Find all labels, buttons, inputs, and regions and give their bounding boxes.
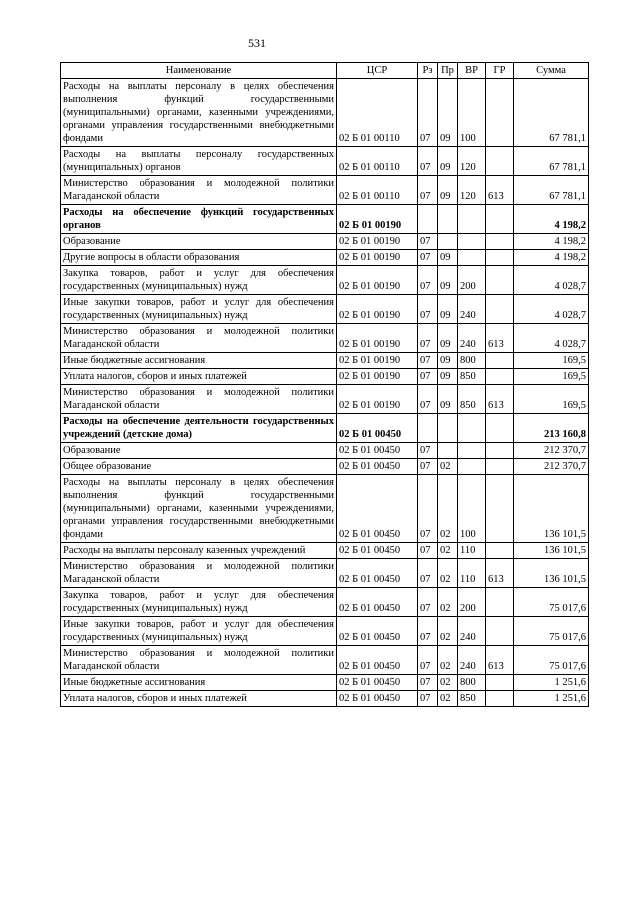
cell-name: Уплата налогов, сборов и иных платежей bbox=[61, 691, 337, 707]
table-row bbox=[61, 617, 589, 646]
cell-csr: 02 Б 01 00110 bbox=[337, 176, 418, 205]
header-csr: ЦСР bbox=[337, 63, 418, 79]
cell-pr: 09 bbox=[438, 369, 458, 385]
cell-name: Расходы на выплаты персоналу казенных учреждений bbox=[61, 543, 337, 559]
cell-name: Общее образование bbox=[61, 459, 337, 475]
header-pr: Пр bbox=[438, 63, 458, 79]
cell-pr: 09 bbox=[438, 147, 458, 176]
cell-gr bbox=[486, 691, 514, 707]
cell-sum: 75 017,6 bbox=[514, 617, 589, 646]
cell-gr bbox=[486, 617, 514, 646]
cell-csr: 02 Б 01 00190 bbox=[337, 266, 418, 295]
table-body bbox=[61, 79, 589, 707]
table-row bbox=[61, 147, 589, 176]
cell-vr: 240 bbox=[458, 646, 486, 675]
cell-rz: 07 bbox=[418, 588, 438, 617]
cell-vr: 240 bbox=[458, 295, 486, 324]
cell-gr bbox=[486, 147, 514, 176]
cell-name: Закупка товаров, работ и услуг для обеспечения государственных (муниципальных) нужд bbox=[61, 266, 337, 295]
cell-vr bbox=[458, 250, 486, 266]
cell-pr: 02 bbox=[438, 588, 458, 617]
cell-sum: 212 370,7 bbox=[514, 443, 589, 459]
header-name: Наименование bbox=[61, 63, 337, 79]
cell-name: Расходы на выплаты персоналу государственных (муниципальных) органов bbox=[61, 147, 337, 176]
cell-rz bbox=[418, 414, 438, 443]
table-row bbox=[61, 588, 589, 617]
cell-gr bbox=[486, 353, 514, 369]
cell-sum: 169,5 bbox=[514, 369, 589, 385]
header-sum: Сумма bbox=[514, 63, 589, 79]
cell-rz: 07 bbox=[418, 543, 438, 559]
cell-rz: 07 bbox=[418, 459, 438, 475]
cell-pr: 09 bbox=[438, 250, 458, 266]
cell-sum: 1 251,6 bbox=[514, 691, 589, 707]
cell-pr: 02 bbox=[438, 617, 458, 646]
cell-name: Министерство образования и молодежной политики Магаданской области bbox=[61, 324, 337, 353]
cell-rz: 07 bbox=[418, 324, 438, 353]
cell-rz: 07 bbox=[418, 475, 438, 543]
cell-csr: 02 Б 01 00190 bbox=[337, 353, 418, 369]
table-row bbox=[61, 559, 589, 588]
cell-gr: 613 bbox=[486, 176, 514, 205]
cell-sum: 75 017,6 bbox=[514, 588, 589, 617]
table-row bbox=[61, 205, 589, 234]
cell-pr: 09 bbox=[438, 176, 458, 205]
table-row bbox=[61, 443, 589, 459]
cell-vr: 120 bbox=[458, 147, 486, 176]
cell-rz: 07 bbox=[418, 295, 438, 324]
cell-csr: 02 Б 01 00450 bbox=[337, 646, 418, 675]
cell-csr: 02 Б 01 00450 bbox=[337, 675, 418, 691]
cell-sum: 213 160,8 bbox=[514, 414, 589, 443]
cell-csr: 02 Б 01 00450 bbox=[337, 414, 418, 443]
cell-rz: 07 bbox=[418, 385, 438, 414]
cell-sum: 169,5 bbox=[514, 353, 589, 369]
table-row bbox=[61, 324, 589, 353]
cell-rz: 07 bbox=[418, 559, 438, 588]
cell-vr: 110 bbox=[458, 543, 486, 559]
table-row bbox=[61, 691, 589, 707]
cell-csr: 02 Б 01 00190 bbox=[337, 250, 418, 266]
header-vr: ВР bbox=[458, 63, 486, 79]
cell-vr: 850 bbox=[458, 385, 486, 414]
cell-name: Министерство образования и молодежной политики Магаданской области bbox=[61, 176, 337, 205]
cell-vr: 240 bbox=[458, 324, 486, 353]
table-row bbox=[61, 475, 589, 543]
cell-vr bbox=[458, 234, 486, 250]
cell-pr bbox=[438, 414, 458, 443]
budget-table bbox=[60, 62, 589, 707]
cell-name: Расходы на выплаты персоналу в целях обеспечения выполнения функций государственными (муниципальными) органами, казенными учреждениями, органами управления государственными внебюджетными фондами bbox=[61, 79, 337, 147]
cell-vr: 200 bbox=[458, 588, 486, 617]
cell-name: Образование bbox=[61, 443, 337, 459]
cell-pr: 09 bbox=[438, 266, 458, 295]
cell-gr: 613 bbox=[486, 646, 514, 675]
cell-pr: 02 bbox=[438, 543, 458, 559]
cell-gr bbox=[486, 543, 514, 559]
cell-rz: 07 bbox=[418, 617, 438, 646]
cell-gr bbox=[486, 250, 514, 266]
cell-name: Расходы на выплаты персоналу в целях обеспечения выполнения функций государственными (муниципальными) органами, казенными учреждениями, органами управления государственными внебюджетными фондами bbox=[61, 475, 337, 543]
cell-sum: 4 028,7 bbox=[514, 266, 589, 295]
cell-sum: 67 781,1 bbox=[514, 147, 589, 176]
cell-sum: 67 781,1 bbox=[514, 79, 589, 147]
cell-name: Иные бюджетные ассигнования bbox=[61, 353, 337, 369]
table-row bbox=[61, 295, 589, 324]
table-row bbox=[61, 250, 589, 266]
cell-sum: 4 198,2 bbox=[514, 234, 589, 250]
cell-name: Министерство образования и молодежной политики Магаданской области bbox=[61, 385, 337, 414]
table-row bbox=[61, 353, 589, 369]
cell-vr: 120 bbox=[458, 176, 486, 205]
cell-gr bbox=[486, 369, 514, 385]
table-header-row bbox=[61, 63, 589, 79]
page-number: 531 bbox=[248, 36, 266, 50]
table-row bbox=[61, 79, 589, 147]
cell-name: Иные закупки товаров, работ и услуг для обеспечения государственных (муниципальных) нужд bbox=[61, 617, 337, 646]
table-row bbox=[61, 266, 589, 295]
cell-vr: 200 bbox=[458, 266, 486, 295]
cell-sum: 212 370,7 bbox=[514, 459, 589, 475]
cell-csr: 02 Б 01 00190 bbox=[337, 369, 418, 385]
table-row bbox=[61, 369, 589, 385]
cell-gr bbox=[486, 588, 514, 617]
cell-pr: 09 bbox=[438, 295, 458, 324]
cell-vr: 850 bbox=[458, 369, 486, 385]
cell-vr: 110 bbox=[458, 559, 486, 588]
cell-vr bbox=[458, 414, 486, 443]
cell-name: Другие вопросы в области образования bbox=[61, 250, 337, 266]
cell-vr: 800 bbox=[458, 353, 486, 369]
cell-name: Расходы на обеспечение функций государственных органов bbox=[61, 205, 337, 234]
table-row bbox=[61, 543, 589, 559]
cell-csr: 02 Б 01 00450 bbox=[337, 559, 418, 588]
cell-gr bbox=[486, 295, 514, 324]
cell-gr: 613 bbox=[486, 559, 514, 588]
cell-pr bbox=[438, 443, 458, 459]
cell-sum: 4 198,2 bbox=[514, 205, 589, 234]
cell-csr: 02 Б 01 00110 bbox=[337, 79, 418, 147]
cell-rz: 07 bbox=[418, 691, 438, 707]
cell-gr bbox=[486, 443, 514, 459]
cell-name: Расходы на обеспечение деятельности государственных учреждений (детские дома) bbox=[61, 414, 337, 443]
cell-gr bbox=[486, 459, 514, 475]
cell-csr: 02 Б 01 00450 bbox=[337, 543, 418, 559]
cell-csr: 02 Б 01 00190 bbox=[337, 324, 418, 353]
cell-rz: 07 bbox=[418, 443, 438, 459]
cell-gr bbox=[486, 475, 514, 543]
cell-pr: 02 bbox=[438, 691, 458, 707]
table-row bbox=[61, 385, 589, 414]
cell-rz: 07 bbox=[418, 353, 438, 369]
cell-vr: 100 bbox=[458, 79, 486, 147]
cell-csr: 02 Б 01 00450 bbox=[337, 588, 418, 617]
cell-gr: 613 bbox=[486, 385, 514, 414]
table-row bbox=[61, 459, 589, 475]
cell-sum: 1 251,6 bbox=[514, 675, 589, 691]
cell-gr bbox=[486, 205, 514, 234]
cell-rz: 07 bbox=[418, 79, 438, 147]
cell-vr bbox=[458, 443, 486, 459]
cell-name: Министерство образования и молодежной политики Магаданской области bbox=[61, 559, 337, 588]
cell-gr bbox=[486, 234, 514, 250]
cell-rz: 07 bbox=[418, 147, 438, 176]
cell-sum: 67 781,1 bbox=[514, 176, 589, 205]
cell-sum: 4 198,2 bbox=[514, 250, 589, 266]
cell-csr: 02 Б 01 00110 bbox=[337, 147, 418, 176]
cell-csr: 02 Б 01 00190 bbox=[337, 295, 418, 324]
table-row bbox=[61, 176, 589, 205]
cell-csr: 02 Б 01 00450 bbox=[337, 691, 418, 707]
cell-pr: 09 bbox=[438, 353, 458, 369]
cell-vr: 100 bbox=[458, 475, 486, 543]
cell-pr: 02 bbox=[438, 475, 458, 543]
cell-sum: 136 101,5 bbox=[514, 543, 589, 559]
cell-rz: 07 bbox=[418, 250, 438, 266]
cell-name: Образование bbox=[61, 234, 337, 250]
cell-rz: 07 bbox=[418, 369, 438, 385]
cell-pr: 09 bbox=[438, 79, 458, 147]
cell-gr bbox=[486, 414, 514, 443]
cell-vr bbox=[458, 205, 486, 234]
cell-gr bbox=[486, 675, 514, 691]
cell-sum: 169,5 bbox=[514, 385, 589, 414]
cell-sum: 136 101,5 bbox=[514, 559, 589, 588]
cell-name: Закупка товаров, работ и услуг для обеспечения государственных (муниципальных) нужд bbox=[61, 588, 337, 617]
header-rz: Рз bbox=[418, 63, 438, 79]
cell-pr: 02 bbox=[438, 675, 458, 691]
cell-name: Уплата налогов, сборов и иных платежей bbox=[61, 369, 337, 385]
cell-sum: 4 028,7 bbox=[514, 295, 589, 324]
cell-pr: 02 bbox=[438, 646, 458, 675]
cell-rz: 07 bbox=[418, 646, 438, 675]
cell-vr: 800 bbox=[458, 675, 486, 691]
cell-sum: 136 101,5 bbox=[514, 475, 589, 543]
cell-csr: 02 Б 01 00450 bbox=[337, 443, 418, 459]
header-gr: ГР bbox=[486, 63, 514, 79]
cell-name: Министерство образования и молодежной политики Магаданской области bbox=[61, 646, 337, 675]
table-row bbox=[61, 234, 589, 250]
cell-rz: 07 bbox=[418, 675, 438, 691]
cell-rz: 07 bbox=[418, 234, 438, 250]
cell-csr: 02 Б 01 00450 bbox=[337, 475, 418, 543]
cell-vr bbox=[458, 459, 486, 475]
cell-sum: 4 028,7 bbox=[514, 324, 589, 353]
cell-vr: 240 bbox=[458, 617, 486, 646]
cell-csr: 02 Б 01 00190 bbox=[337, 385, 418, 414]
cell-rz bbox=[418, 205, 438, 234]
cell-pr bbox=[438, 205, 458, 234]
cell-pr: 09 bbox=[438, 324, 458, 353]
cell-name: Иные бюджетные ассигнования bbox=[61, 675, 337, 691]
table-row bbox=[61, 675, 589, 691]
cell-csr: 02 Б 01 00450 bbox=[337, 459, 418, 475]
cell-rz: 07 bbox=[418, 176, 438, 205]
cell-gr: 613 bbox=[486, 324, 514, 353]
table-row bbox=[61, 414, 589, 443]
cell-csr: 02 Б 01 00190 bbox=[337, 234, 418, 250]
cell-gr bbox=[486, 266, 514, 295]
cell-gr bbox=[486, 79, 514, 147]
cell-pr: 02 bbox=[438, 559, 458, 588]
cell-name: Иные закупки товаров, работ и услуг для обеспечения государственных (муниципальных) нужд bbox=[61, 295, 337, 324]
cell-csr: 02 Б 01 00190 bbox=[337, 205, 418, 234]
cell-rz: 07 bbox=[418, 266, 438, 295]
cell-vr: 850 bbox=[458, 691, 486, 707]
cell-pr: 02 bbox=[438, 459, 458, 475]
table-row bbox=[61, 646, 589, 675]
cell-csr: 02 Б 01 00450 bbox=[337, 617, 418, 646]
cell-pr bbox=[438, 234, 458, 250]
cell-sum: 75 017,6 bbox=[514, 646, 589, 675]
cell-pr: 09 bbox=[438, 385, 458, 414]
